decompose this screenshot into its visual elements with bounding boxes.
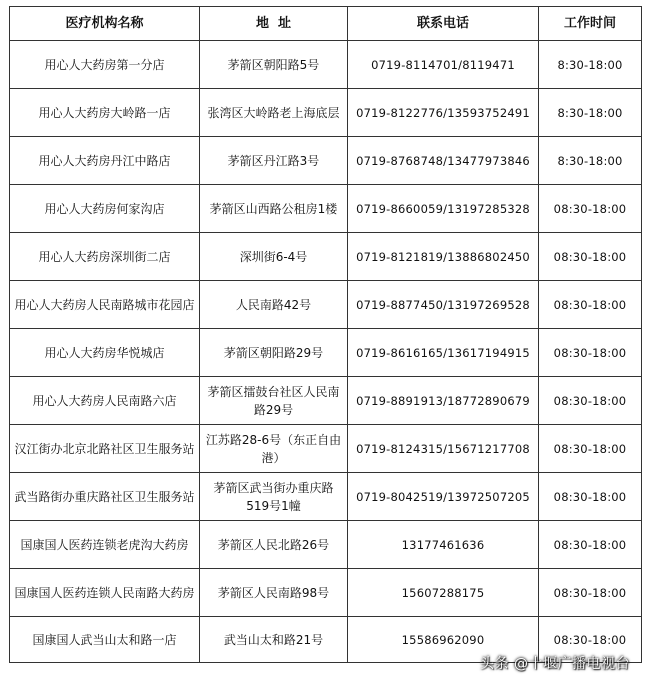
header-hours: 工作时间 — [539, 7, 642, 41]
table-row — [10, 89, 642, 137]
table-header-row — [10, 7, 642, 41]
header-address: 地 址 — [200, 7, 348, 41]
cell-hours: 08:30-18:00 — [539, 185, 642, 233]
cell-name: 用心人大药房人民南路城市花园店 — [10, 281, 200, 329]
pharmacy-table — [9, 6, 642, 663]
cell-hours: 08:30-18:00 — [539, 617, 642, 663]
cell-address: 茅箭区人民南路98号 — [200, 569, 348, 617]
cell-hours: 08:30-18:00 — [539, 425, 642, 473]
cell-address: 茅箭区武当街办重庆路519号1幢 — [200, 473, 348, 521]
table-row — [10, 329, 642, 377]
cell-phone: 0719-8122776/13593752491 — [348, 89, 539, 137]
cell-name: 用心人大药房何家沟店 — [10, 185, 200, 233]
cell-hours: 08:30-18:00 — [539, 569, 642, 617]
cell-name: 国康国人医药连锁老虎沟大药房 — [10, 521, 200, 569]
table-row — [10, 425, 642, 473]
cell-hours: 08:30-18:00 — [539, 473, 642, 521]
cell-address: 人民南路42号 — [200, 281, 348, 329]
cell-hours: 8:30-18:00 — [539, 41, 642, 89]
cell-address: 茅箭区朝阳路5号 — [200, 41, 348, 89]
cell-hours: 08:30-18:00 — [539, 233, 642, 281]
table-row — [10, 473, 642, 521]
cell-hours: 08:30-18:00 — [539, 329, 642, 377]
cell-phone: 0719-8660059/13197285328 — [348, 185, 539, 233]
cell-name: 武当路街办重庆路社区卫生服务站 — [10, 473, 200, 521]
cell-hours: 8:30-18:00 — [539, 89, 642, 137]
cell-phone: 0719-8616165/13617194915 — [348, 329, 539, 377]
cell-name: 用心人大药房第一分店 — [10, 41, 200, 89]
watermark: 头条 @十堰广播电视台 — [480, 656, 630, 672]
cell-name: 国康国人武当山太和路一店 — [10, 617, 200, 663]
cell-phone: 0719-8768748/13477973846 — [348, 137, 539, 185]
cell-phone: 0719-8121819/13886802450 — [348, 233, 539, 281]
cell-address: 茅箭区擂鼓台社区人民南路29号 — [200, 377, 348, 425]
cell-address: 茅箭区山西路公租房1楼 — [200, 185, 348, 233]
cell-name: 用心人大药房华悦城店 — [10, 329, 200, 377]
cell-hours: 08:30-18:00 — [539, 521, 642, 569]
cell-hours: 08:30-18:00 — [539, 281, 642, 329]
cell-name: 用心人大药房大岭路一店 — [10, 89, 200, 137]
cell-phone: 0719-8891913/18772890679 — [348, 377, 539, 425]
table-row — [10, 521, 642, 569]
cell-hours: 8:30-18:00 — [539, 137, 642, 185]
cell-address: 张湾区大岭路老上海底层 — [200, 89, 348, 137]
cell-hours: 08:30-18:00 — [539, 377, 642, 425]
cell-phone: 0719-8114701/8119471 — [348, 41, 539, 89]
cell-phone: 15586962090 — [348, 617, 539, 663]
cell-address: 茅箭区丹江路3号 — [200, 137, 348, 185]
table-row — [10, 569, 642, 617]
cell-phone: 15607288175 — [348, 569, 539, 617]
table-row — [10, 281, 642, 329]
cell-phone: 0719-8124315/15671217708 — [348, 425, 539, 473]
cell-address: 江苏路28-6号（东正自由港） — [200, 425, 348, 473]
cell-phone: 0719-8042519/13972507205 — [348, 473, 539, 521]
table-row — [10, 137, 642, 185]
cell-phone: 13177461636 — [348, 521, 539, 569]
cell-address: 茅箭区人民北路26号 — [200, 521, 348, 569]
cell-address: 武当山太和路21号 — [200, 617, 348, 663]
cell-name: 汉江街办北京北路社区卫生服务站 — [10, 425, 200, 473]
cell-address: 茅箭区朝阳路29号 — [200, 329, 348, 377]
cell-phone: 0719-8877450/13197269528 — [348, 281, 539, 329]
cell-name: 用心人大药房人民南路六店 — [10, 377, 200, 425]
cell-name: 用心人大药房丹江中路店 — [10, 137, 200, 185]
cell-address: 深圳街6-4号 — [200, 233, 348, 281]
table-row — [10, 41, 642, 89]
table-row — [10, 185, 642, 233]
header-name: 医疗机构名称 — [10, 7, 200, 41]
table-row — [10, 377, 642, 425]
table-row — [10, 233, 642, 281]
cell-name: 国康国人医药连锁人民南路大药房 — [10, 569, 200, 617]
cell-name: 用心人大药房深圳街二店 — [10, 233, 200, 281]
header-phone: 联系电话 — [348, 7, 539, 41]
